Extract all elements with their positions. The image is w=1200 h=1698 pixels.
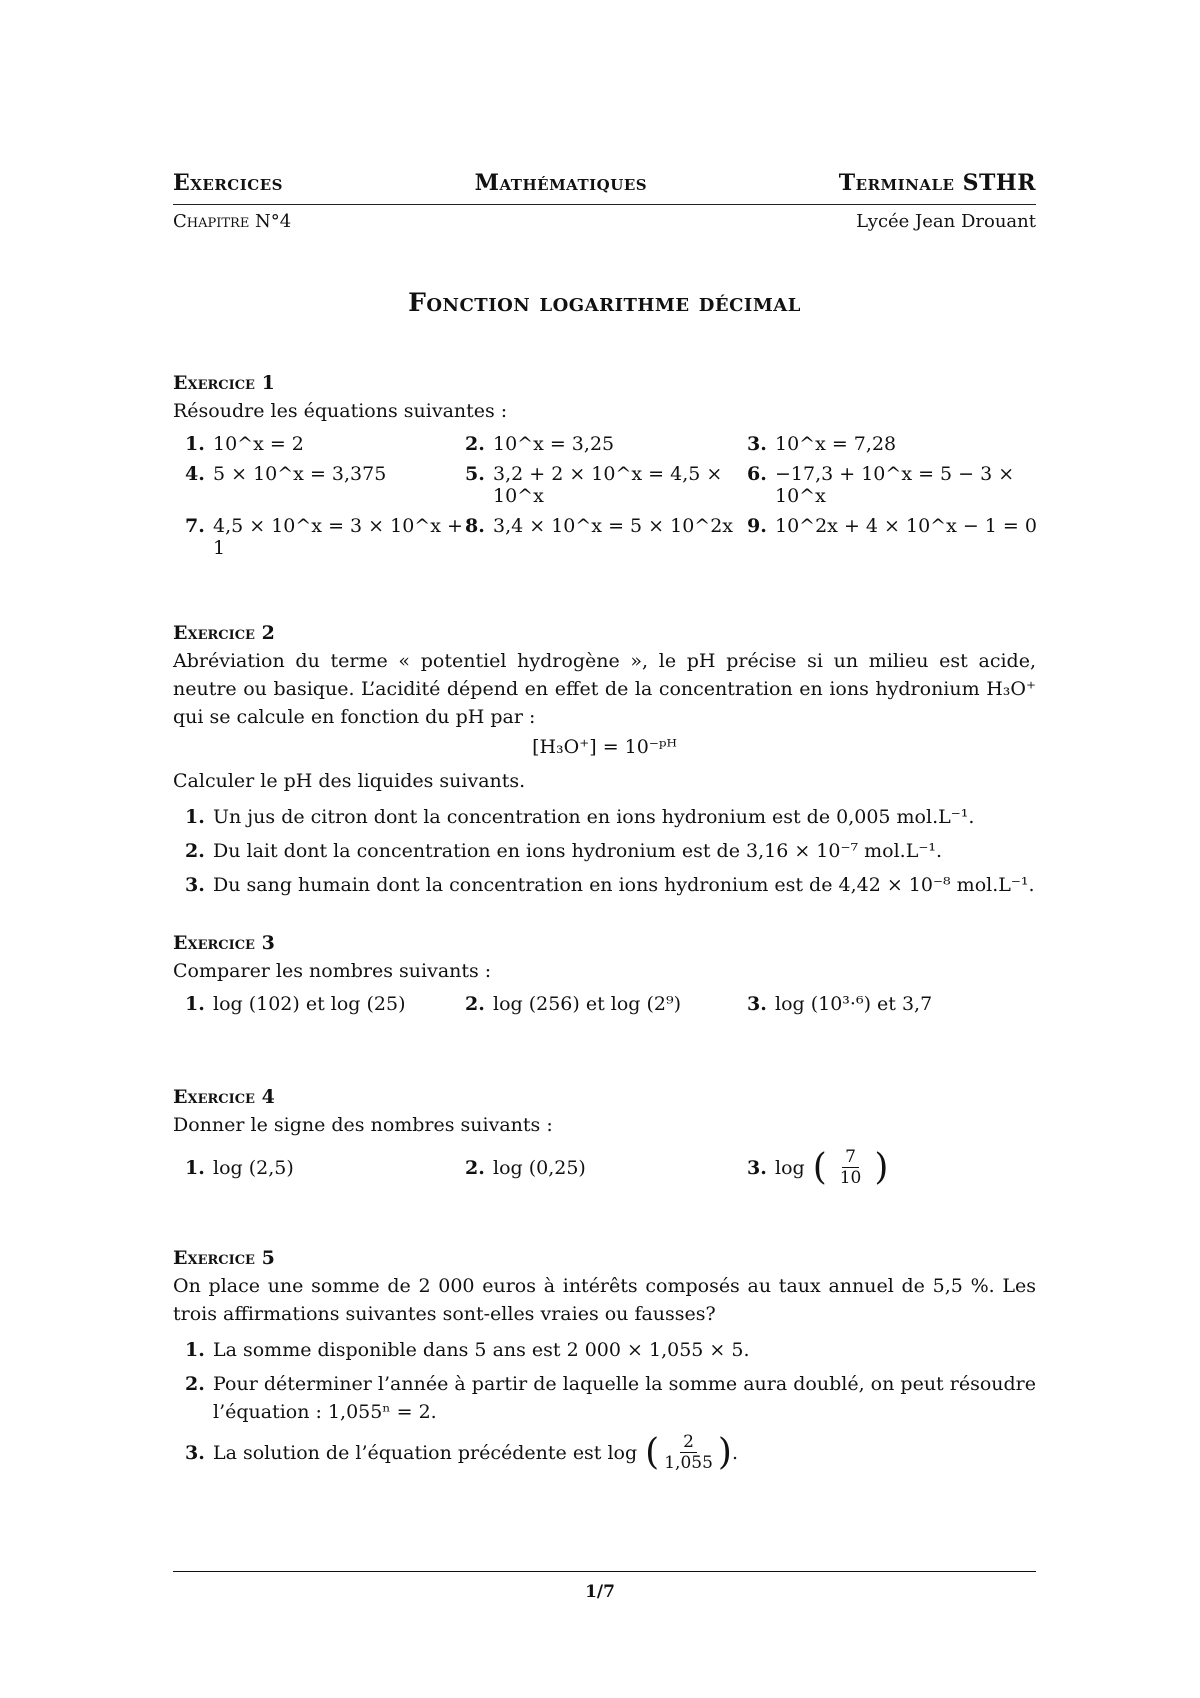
exercise-4-title: Exercice 4 <box>173 1086 275 1108</box>
header-right: Terminale STHR <box>838 170 1036 196</box>
list-item: 3. La solution de l’équation précédente est log ( $\frac{2}{1,055}$ ) . <box>185 1431 738 1473</box>
exercise-1-items <box>185 433 1036 559</box>
fraction: $\frac{7}{10}$ <box>839 1147 862 1188</box>
exercise-2 <box>173 619 1036 899</box>
header-rule <box>173 204 1036 205</box>
exercise-5-title: Exercice 5 <box>173 1247 275 1269</box>
exercise-1-intro: Résoudre les équations suivantes : <box>173 400 508 422</box>
exercise-1-title: Exercice 1 <box>173 372 275 394</box>
page-number: 1/7 <box>585 1582 615 1602</box>
exercise-2-items <box>185 803 1036 899</box>
list-item: 3. log (10³·⁶) et 3,7 <box>747 993 933 1015</box>
list-item: 1. log (2,5) <box>185 1156 294 1179</box>
document-title: Fonction logarithme décimal <box>408 288 801 317</box>
list-item: 9. 10^2x + 4 × 10^x − 1 = 0 <box>747 515 1037 537</box>
page-content <box>173 170 1036 1479</box>
list-item: 3. log ( $\frac{7}{10}$ ) <box>747 1146 889 1188</box>
list-item: 4. 5 × 10^x = 3,375 <box>185 463 387 485</box>
exercise-5-paragraph: On place une somme de 2 000 euros à intérêts composés au taux annuel de 5,5 %. Les trois affirmations suivantes sont-elles vraies ou fausses? <box>173 1275 1036 1325</box>
exercise-5-items <box>185 1336 1036 1473</box>
exercise-4-intro: Donner le signe des nombres suivants : <box>173 1114 553 1136</box>
list-item: 8. 3,4 × 10^x = 5 × 10^2x <box>465 515 734 537</box>
list-item: 3. 10^x = 7,28 <box>747 433 897 455</box>
list-item: 1. log (102) et log (25) <box>185 993 406 1015</box>
list-item: 1. La somme disponible dans 5 ans est 2 000 × 1,055 × 5. <box>185 1339 750 1361</box>
school-label: Lycée Jean Drouant <box>856 211 1036 232</box>
header-left: Exercices <box>173 170 283 196</box>
list-item: 1. 10^x = 2 <box>185 433 304 455</box>
list-item: 2. log (0,25) <box>465 1156 586 1179</box>
exercise-3-items <box>185 993 1036 1015</box>
fraction: $\frac{2}{1,055}$ <box>664 1432 713 1473</box>
exercise-1 <box>173 369 1036 559</box>
chapter-label: Chapitre N°4 <box>173 211 292 232</box>
list-item: 2. Du lait dont la concentration en ions hydronium est de 3,16 × 10⁻⁷ mol.L⁻¹. <box>185 840 943 862</box>
exercise-2-intro: Calculer le pH des liquides suivants. <box>173 770 526 792</box>
exercise-3-intro: Comparer les nombres suivants : <box>173 960 492 982</box>
header-sub <box>173 211 1036 232</box>
list-item: 5. 3,2 + 2 × 10^x = 4,5 × 10^x <box>465 463 723 507</box>
exercise-4-items <box>185 1147 1036 1188</box>
list-item: 2. 10^x = 3,25 <box>465 433 615 455</box>
list-item: 3. Du sang humain dont la concentration en ions hydronium est de 4,42 × 10⁻⁸ mol.L⁻¹. <box>185 874 1035 896</box>
exercise-3-title: Exercice 3 <box>173 932 275 954</box>
exercise-5 <box>173 1244 1036 1473</box>
header-top <box>173 170 1036 196</box>
header-center: Mathématiques <box>474 170 648 196</box>
list-item: 2. log (256) et log (2⁹) <box>465 993 682 1015</box>
exercise-3 <box>173 929 1036 1015</box>
footer-rule <box>173 1571 1036 1572</box>
ph-formula: [H₃O⁺] = 10⁻ᵖᴴ <box>532 736 677 758</box>
list-item: 7. 4,5 × 10^x = 3 × 10^x + 1 <box>185 515 463 559</box>
list-item: 1. Un jus de citron dont la concentration en ions hydronium est de 0,005 mol.L⁻¹. <box>185 806 975 828</box>
exercise-2-title: Exercice 2 <box>173 622 275 644</box>
list-item: 2. Pour déterminer l’année à partir de laquelle la somme aura doublé, on peut résoudre l’équation : 1,055ⁿ = 2. <box>185 1373 1036 1423</box>
exercise-2-paragraph: Abréviation du terme « potentiel hydrogène », le pH précise si un milieu est acide, neutre ou basique. L’acidité dépend en effet de la concentration en ions hydronium H₃O⁺ qui se calcule en fonction du pH par : <box>173 650 1036 728</box>
exercise-4 <box>173 1083 1036 1188</box>
list-item: 6. −17,3 + 10^x = 5 − 3 × 10^x <box>747 463 1015 507</box>
